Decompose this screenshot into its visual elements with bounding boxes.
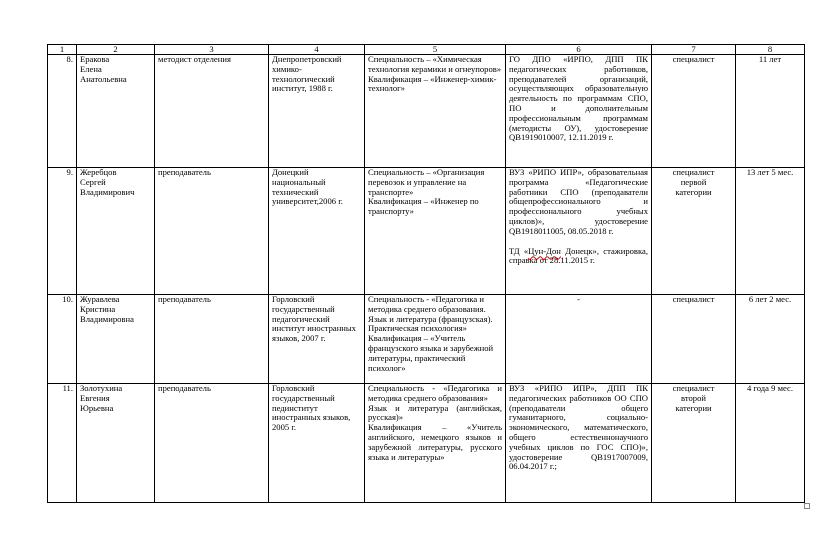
employee-position: преподаватель <box>155 295 269 384</box>
employee-name: Журавлева Кристина Владимировна <box>77 295 155 384</box>
employee-category: специалист первой категории <box>652 168 736 295</box>
header-row <box>48 45 805 55</box>
employee-experience: 13 лет 5 мес. <box>736 168 805 295</box>
col-header-3: 3 <box>155 45 269 55</box>
col-header-4: 4 <box>269 45 365 55</box>
employee-training <box>506 168 652 295</box>
table-row <box>48 295 805 384</box>
col-header-1: 1 <box>48 45 77 55</box>
employee-education: Днепропетровский химико-технологический институт, 1988 г. <box>269 55 365 168</box>
employee-category: специалист <box>652 55 736 168</box>
training-record: ВУЗ «РИПО ИПР», образовательная программа «Педагогические работники СПО (преподаватели общепрофессионального и профессионального учебных циклов)», удостоверение QB1918011005, 08.05.2018 г. <box>509 167 648 236</box>
row-number: 10. <box>48 295 77 384</box>
table-resize-handle[interactable] <box>804 503 810 509</box>
employee-position: методист отделения <box>155 55 269 168</box>
table-row <box>48 384 805 503</box>
col-header-7: 7 <box>652 45 736 55</box>
employee-experience: 6 лет 2 мес. <box>736 295 805 384</box>
employee-name: Еракова Елена Анатольевна <box>77 55 155 168</box>
col-header-6: 6 <box>506 45 652 55</box>
employee-specialty: Специальность - «Педагогика и методика среднего образования. Язык и литература (французская). Практическая психология» Квалификация – «Учитель французского языка и зарубежной литературы, практический психолог» <box>365 295 506 384</box>
employee-training: ГО ДПО «ИРПО, ДПП ПК педагогических работников, преподавателей организаций, осуществляющих образовательную деятельность по программам СПО, ПО и дополнительным профессиональным программам (методисты ОУ), удостоверение QB1919010007, 12.11.2019 г. <box>506 55 652 168</box>
employee-name: Жеребцов Сергей Владимирович <box>77 168 155 295</box>
row-number: 8. <box>48 55 77 168</box>
employee-education: Горловский государственный педагогический институт иностранных языков, 2007 г. <box>269 295 365 384</box>
employee-education: Горловский государственный пединститут иностранных языков, 2005 г. <box>269 384 365 503</box>
row-number: 11. <box>48 384 77 503</box>
employee-training: ВУЗ «РИПО ИПР», ДПП ПК педагогических работников ОО СПО (преподаватели общего гуманитарного, социально-экономического, математического, общего естественнонаучного учебных циклов по ГОС СПО)», удостоверение QB1917007009, 06.04.2017 г.; <box>506 384 652 503</box>
col-header-8: 8 <box>736 45 805 55</box>
spellcheck-underline: Цун-Дон <box>528 245 561 256</box>
employee-name: Золотухина Евгения Юрьевна <box>77 384 155 503</box>
internship-record: ТД «Цун-Дон Донецк», стажировка, справка от 28.11.2015 г. <box>509 245 648 266</box>
employee-position: преподаватель <box>155 168 269 295</box>
employee-category: специалист <box>652 295 736 384</box>
table-row <box>48 168 805 295</box>
employee-category: специалист второй категории <box>652 384 736 503</box>
col-header-5: 5 <box>365 45 506 55</box>
employee-position: преподаватель <box>155 384 269 503</box>
employee-specialty: Специальность - «Педагогика и методика среднего образования» Язык и литература (английская, русская)» Квалификация – «Учитель английского, немецкого языков и зарубежной литературы, русского языка и литературы» <box>365 384 506 503</box>
col-header-2: 2 <box>77 45 155 55</box>
employee-training: - <box>506 295 652 384</box>
employee-experience: 4 года 9 мес. <box>736 384 805 503</box>
employee-experience: 11 лет <box>736 55 805 168</box>
table-row <box>48 55 805 168</box>
employee-education: Донецкий национальный технический университет,2006 г. <box>269 168 365 295</box>
employee-specialty: Специальность – «Организация перевозок и управление на транспорте» Квалификация – «Инженер по транспорту» <box>365 168 506 295</box>
employee-specialty: Специальность – «Химическая технология керамики и огнеупоров» Квалификация – «Инженер-химик-технолог» <box>365 55 506 168</box>
row-number: 9. <box>48 168 77 295</box>
staff-table <box>47 44 805 503</box>
